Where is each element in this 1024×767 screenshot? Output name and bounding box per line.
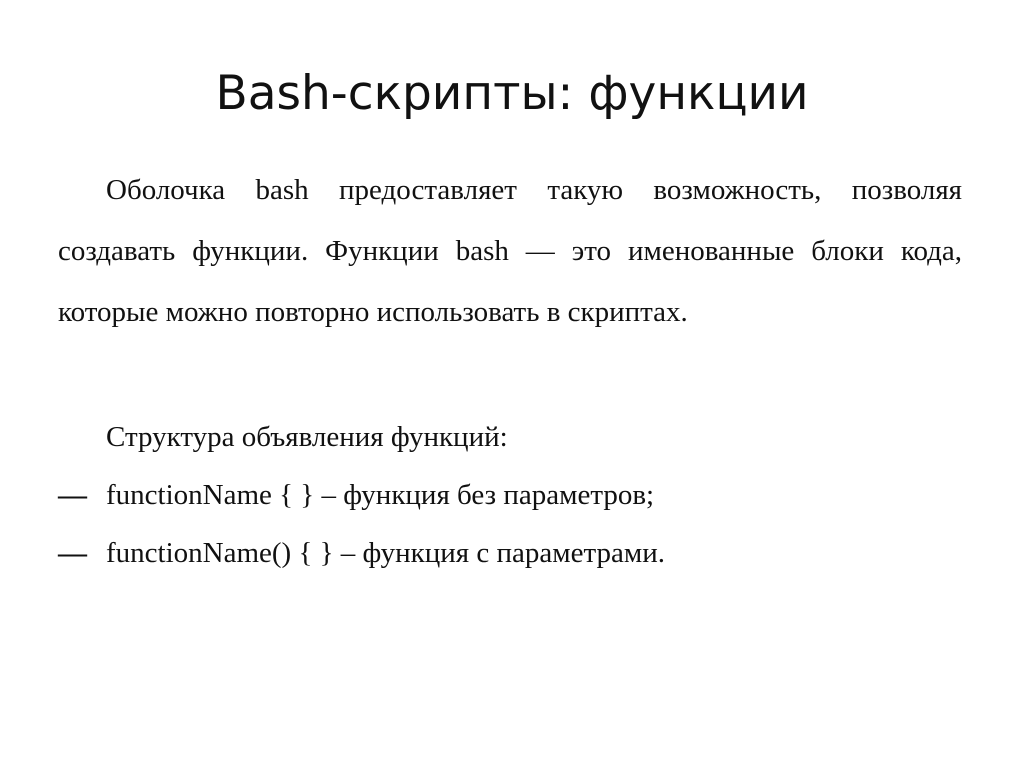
- list-item: [58, 466, 962, 524]
- list-item: [58, 524, 962, 582]
- list-item-text: functionName { } – функция без параметров;: [106, 479, 655, 511]
- slide-title: Bash-скрипты: функции: [215, 66, 809, 121]
- paragraph-structure: Структура объявления функций:: [106, 421, 508, 453]
- list-item-text: functionName() { } – функция с параметрами.: [106, 537, 665, 569]
- paragraph-intro: Оболочка bash предоставляет такую возможность, позволяя создавать функции. Функции bash — это именованные блоки кода, которые можно повторно использовать в скриптах.: [58, 174, 962, 328]
- list-marker: —: [58, 479, 87, 511]
- function-syntax-list: [58, 466, 962, 582]
- list-marker: —: [58, 537, 87, 569]
